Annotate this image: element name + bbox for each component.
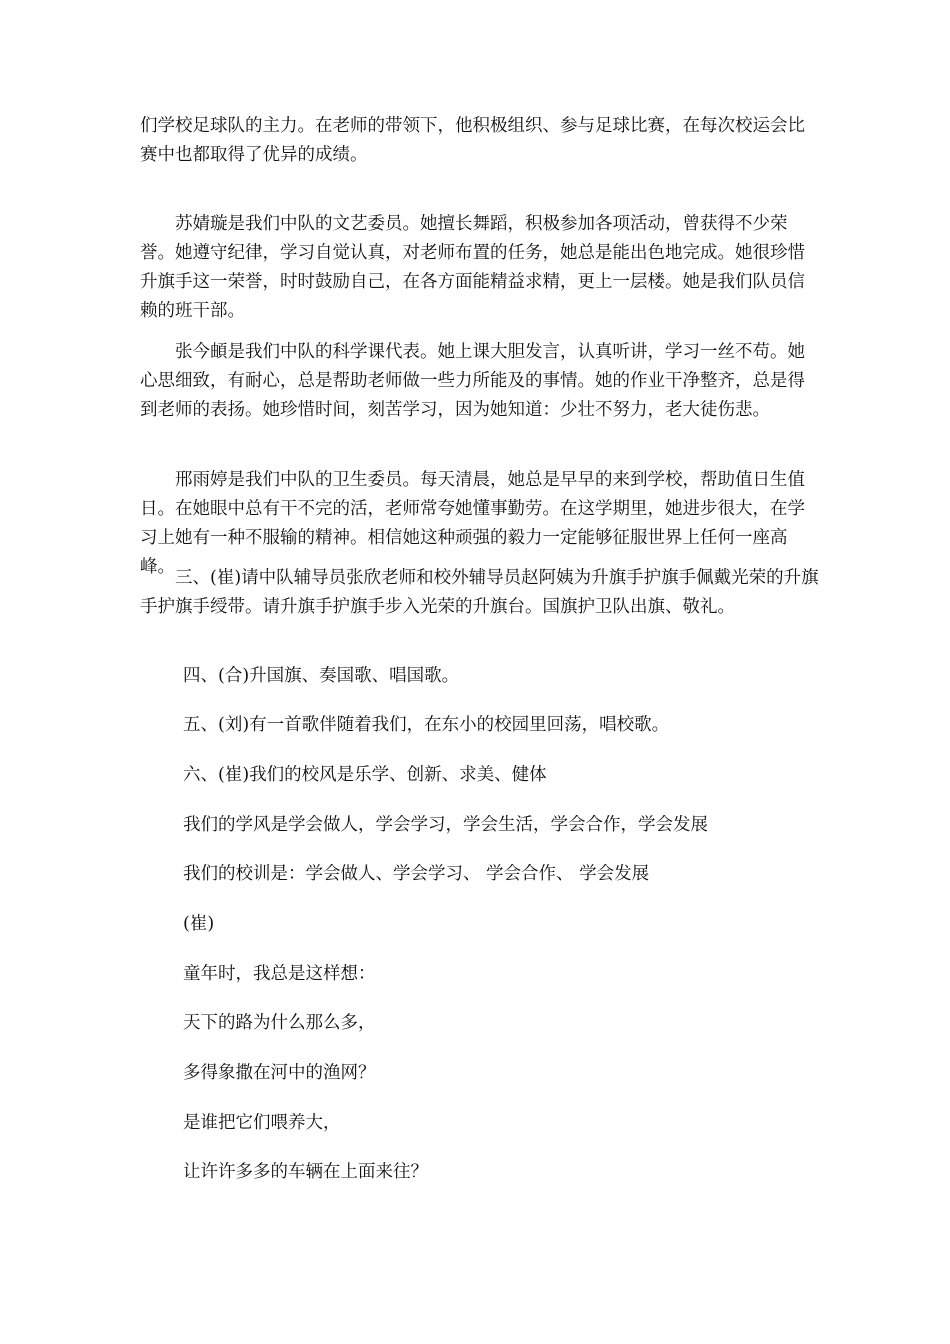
line-section-five: 五、(刘)有一首歌伴随着我们，在东小的校园里回荡，唱校歌。 — [183, 715, 670, 735]
line-school-motto: 我们的校训是：学会做人、学会学习、 学会合作、 学会发展 — [183, 864, 650, 884]
line-section-six: 六、(崔)我们的校风是乐学、创新、求美、健体 — [183, 765, 547, 785]
poem-line-2: 天下的路为什么那么多， — [183, 1013, 376, 1033]
line-section-four: 四、(合)升国旗、奏国歌、唱国歌。 — [183, 666, 460, 686]
line-study-style: 我们的学风是学会做人，学会学习，学会生活，学会合作，学会发展 — [183, 815, 708, 835]
poem-line-1: 童年时，我总是这样想： — [183, 964, 376, 984]
poem-line-4: 是谁把它们喂养大， — [183, 1113, 341, 1133]
paragraph-football: 们学校足球队的主力。在老师的带领下，他积极组织、参与足球比赛，在每次校运会比赛中也都取得了优异的成绩。 — [140, 116, 805, 165]
paragraph-zhang-jindi: 张今頔是我们中队的科学课代表。她上课大胆发言，认真听讲，学习一丝不苟。她心思细致，有耐心，总是帮助老师做一些力所能及的事情。她的作业干净整齐，总是得到老师的表扬。她珍惜时间，刻苦学习，因为她知道：少壮不努力，老大徒伤悲。 — [140, 342, 805, 420]
poem-line-5: 让许许多多的车辆在上面来往？ — [183, 1162, 428, 1182]
paragraph-xing-yuting: 邢雨婷是我们中队的卫生委员。每天清晨，她总是早早的来到学校，帮助值日生值日。在她眼中总有干不完的活，老师常夸她懂事勤劳。在这学期里，她进步很大，在学习上她有一种不服输的精神。相信她这种顽强的毅力一定能够征服世界上任何一座高峰。 — [140, 470, 805, 577]
poem-line-3: 多得象撒在河中的渔网？ — [183, 1063, 376, 1083]
paragraph-su-jingxuan: 苏婧璇是我们中队的文艺委员。她擅长舞蹈，积极参加各项活动，曾获得不少荣誉。她遵守纪律，学习自觉认真，对老师布置的任务，她总是能出色地完成。她很珍惜升旗手这一荣誉，时时鼓励自己，在各方面能精益求精，更上一层楼。她是我们队员信赖的班干部。 — [140, 214, 805, 321]
line-speaker-cui: (崔) — [183, 914, 215, 934]
paragraph-section-three: 三、(崔)请中队辅导员张欣老师和校外辅导员赵阿姨为升旗手护旗手佩戴光荣的升旗手护旗手绶带。请升旗手护旗手步入光荣的升旗台。国旗护卫队出旗、敬礼。 — [140, 568, 819, 617]
